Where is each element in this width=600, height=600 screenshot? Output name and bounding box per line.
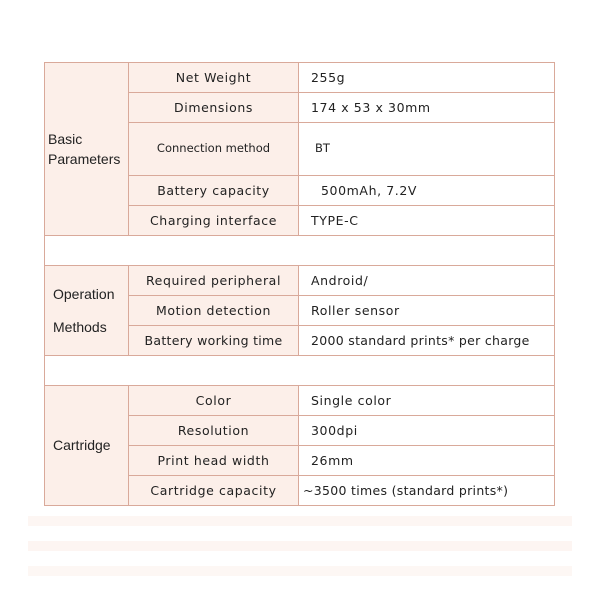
row-label: Cartridge capacity (129, 476, 299, 506)
decorative-stripe (28, 516, 572, 526)
row-value: 2000 standard prints* per charge (299, 326, 555, 356)
row-value: 174 x 53 x 30mm (299, 93, 555, 123)
row-label: Required peripheral (129, 266, 299, 296)
row-label: Motion detection (129, 296, 299, 326)
row-label: Dimensions (129, 93, 299, 123)
section-spacer (45, 356, 555, 386)
row-value: 26mm (299, 446, 555, 476)
decorative-stripe (28, 541, 572, 551)
row-value: 500mAh, 7.2V (299, 176, 555, 206)
row-value: TYPE-C (299, 206, 555, 236)
row-value: 300dpi (299, 416, 555, 446)
row-value: Android/ (299, 266, 555, 296)
section-spacer (45, 236, 555, 266)
table-row (45, 63, 555, 93)
row-value: 255g (299, 63, 555, 93)
row-label: Charging interface (129, 206, 299, 236)
row-label: Resolution (129, 416, 299, 446)
row-value: Single color (299, 386, 555, 416)
table-row (45, 266, 555, 296)
row-label: Connection method (129, 123, 299, 176)
row-value: ~3500 times (standard prints*) (299, 476, 555, 506)
section-title-cartridge: Cartridge (45, 386, 129, 506)
section-title-operation-methods: Operation Methods (45, 266, 129, 356)
row-label: Battery capacity (129, 176, 299, 206)
section-title-basic-parameters: Basic Parameters (45, 63, 129, 236)
row-label: Print head width (129, 446, 299, 476)
row-value: BT (299, 123, 555, 176)
row-label: Battery working time (129, 326, 299, 356)
row-label: Net Weight (129, 63, 299, 93)
spec-table (44, 62, 555, 506)
row-value: Roller sensor (299, 296, 555, 326)
decorative-stripe (28, 566, 572, 576)
table-row (45, 386, 555, 416)
row-label: Color (129, 386, 299, 416)
